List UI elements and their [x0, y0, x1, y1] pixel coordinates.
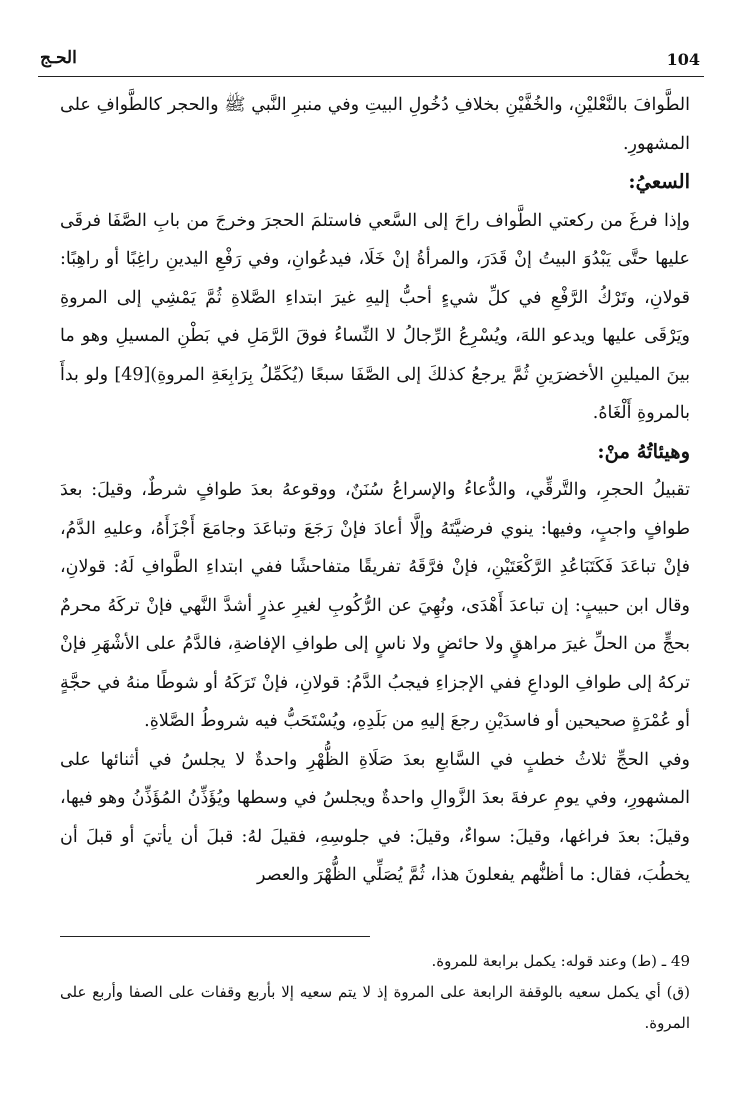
- footnote-49: 49 ـ (ط) وعند قوله: يكمل برابعة للمروة.: [431, 952, 690, 970]
- section-heading-sai: السعيُ:: [628, 170, 690, 193]
- section-heading-hayaat: وهيئاتُهُ منْ:: [597, 439, 690, 463]
- footnote-commentary: (ق) أي يكمل سعيه بالوقفة الرابعة على المروة إذ لا يتم سعيه إلا بأربع وقفات على الصفا وأربع على المروة.: [60, 983, 690, 1032]
- paragraph-hayaat: تقبيلُ الحجرِ، والتَّرقِّي، والدُّعاءُ والإسراعُ سُنَنٌ، ووقوعهُ بعدَ طوافٍ شرطٌ، وقيلَ: بعدَ طوافٍ واجبٍ، وفيها: ينوي فرضيَّتَهُ وإلَّا أعادَ فإنْ رَجَعَ وتباعَدَ وجامَعَ أَجْزَأَهُ، وعليهِ الدَّمُ، فإنْ تباعَدَ فَكَتَبَاعُدِ الرَّكْعَتَيْنِ، فإنْ فرَّقَهُ تفريقًا متفاحشًا ففي ابتداءِ الطَّوافِ لَهُ: قولانِ، وقال ابن حبيبٍ: إن تباعدَ أَهْدَى، ونُهِيَ عن الرُّكُوبِ لغيرِ عذرٍ أشدَّ النَّهي فإنْ تركَهُ محرمٌ بحجٍّ من الحلِّ غيرَ مراهقٍ ولا حائضٍ ولا ناسٍ إلى طوافِ الإفاضةِ، فالدَّمُ على الأشْهَرِ فإنْ تركهُ إلى طوافِ الوداعِ ففي الإجزاءِ فيجبُ الدَّمُ: قولانِ، فإنْ تَرَكَهُ أو شوطًا منهُ في حجَّةٍ أو عُمْرَةٍ صحيحين أو فاسدَيْنِ رجعَ إليهِ من بَلَدِهِ، ويُسْتَحَبُّ فيه شروطُ الصَّلاةِ.: [60, 480, 690, 731]
- footnotes: [60, 946, 690, 1039]
- running-header-title: الحـج: [40, 48, 77, 68]
- paragraph-tawaf-end: الطَّوافَ بالنَّعْليْنِ، والخُفَّيْنِ بخلافِ دُخُولِ البيتِ وفي منبرِ النَّبي ﷺ والحجر كالطَّوافِ على المشهورِ.: [60, 95, 690, 154]
- footnote-rule: [60, 936, 370, 937]
- main-text: [60, 86, 690, 895]
- page-number: 104: [666, 50, 700, 69]
- paragraph-khutab: وفي الحجِّ ثلاثُ خطبٍ في السَّابعِ بعدَ صَلَاةِ الظُّهْرِ واحدةٌ لا يجلسُ في أثنائها على المشهورِ، وفي يومِ عرفةَ بعدَ الزَّوالِ واحدةٌ ويجلسُ في وسطها ويُؤَذِّنُ المُؤَذِّنُ وهو فيها، وقيلَ: بعدَ فراغها، وقيلَ: سواءٌ، وقيلَ: في جلوسِهِ، فقيلَ لهُ: قبلَ أن يأتيَ أو قبلَ أن يخطُبَ، فقال: ما أظنُّهم يفعلونَ هذا، ثُمَّ يُصَلِّي الظُّهْرَ والعصر: [60, 749, 690, 885]
- paragraph-sai: وإذا فرغَ من ركعتي الطَّواف راحَ إلى السَّعي فاستلمَ الحجرَ وخرجَ من بابِ الصَّفَا فرقَى عليها حتَّى يَبْدُوَ البيتُ إنْ قَدَرَ، والمرأةُ إنْ خَلَا، فيدعُوانِ، وفي رَفْعِ اليدينِ راغِبًا أو راهِبًا: قولانِ، وتَرْكُ الرَّفْعِ في كلِّ شيءٍ أحبُّ إليهِ غيرَ ابتداءِ الصَّلاةِ ثُمَّ يَمْشِي إلى المروةِ ويَرْقَى عليها ويدعو اللهَ، ويُسْرِعُ الرِّجالُ لا النِّساءُ فوقَ الرَّمَلِ في بَطْنِ المسيلِ وهو ما بينَ الميلينِ الأخضرَينِ ثُمَّ يرجعُ كذلكَ إلى الصَّفَا سبعًا (يُكَمِّلُ بِرَابِعَةِ المروةِ)[49] ولو بدأَ بالمروةِ أَلْغَاهُ.: [60, 210, 690, 423]
- header-rule: [38, 76, 704, 77]
